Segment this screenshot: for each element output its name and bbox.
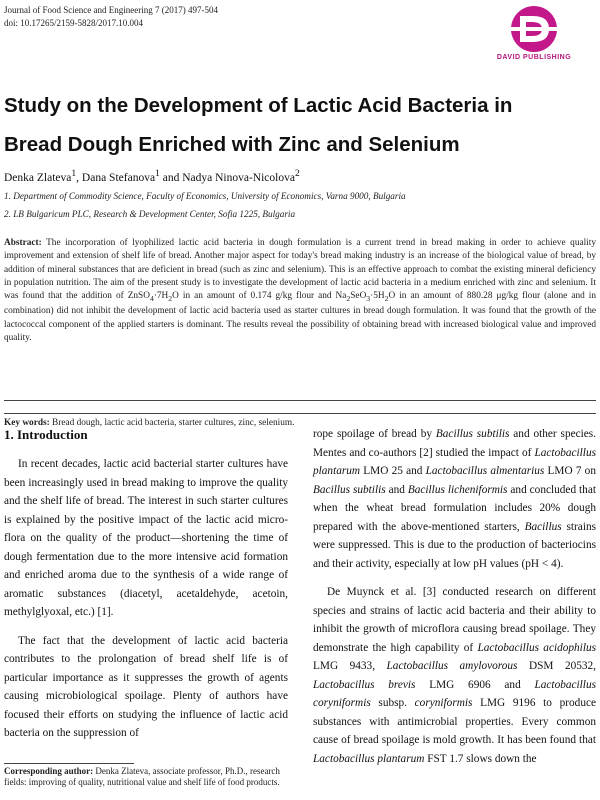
species-name: Bacillus subtilis (313, 483, 386, 496)
abstract-text: The incorporation of lyophilized lactic acid bacteria in dough formulation is a current trend in bread making in order to achieve quality improvement and extension of shelf life of bread. Another major aspect for today's bread making industry is an increase of the biological value of bread, by addition of mineral substances that are deficient in bread (such as zinc and selenium). This is an effective approach to combat the existing mineral deficiency in population nutrition. The aim of the present study is to investigate the development of lactic acid bacteria in a medium enriched with zinc and selenium. It was found that the addition of ZnSO (4, 238, 596, 302)
abstract-text: ·7H (153, 291, 169, 302)
abstract-label: Abstract: (4, 238, 42, 248)
abstract-text: SeO (350, 291, 367, 302)
species-name: Lactobacillus coryniformis (313, 678, 596, 709)
author-separator: , (76, 171, 82, 184)
title-line-1: Study on the Development of Lactic Acid Bacteria in (4, 94, 513, 117)
author-3-affil: 2 (294, 168, 300, 179)
footnote-label: Corresponding author: (4, 766, 94, 776)
species-name: Bacillus licheniformis (407, 483, 508, 496)
species-name: Bacillus subtilis (435, 428, 510, 440)
publisher-logo-icon (473, 4, 595, 54)
subscript: 2 (384, 294, 389, 304)
species-name: coryniformis (414, 697, 473, 709)
right-column (313, 425, 596, 768)
abstract-text: O in an amount of 0.174 g/kg flour and Na (172, 291, 347, 302)
divider (4, 400, 596, 401)
author-separator: and (159, 171, 183, 184)
footnote-text: Denka Zlateva, associate professor, Ph.D., research fields: improving of quality, nutritional value and shelf life of food products. (4, 766, 280, 787)
text: rope spoilage of bread by (313, 428, 436, 440)
title-line-2: Bread Dough Enriched with Zinc and Selenium (4, 133, 460, 156)
text: LMG 6906 and (415, 678, 535, 691)
author-3: Nadya Ninova-Nicolova (182, 171, 295, 184)
footnote-divider (4, 763, 134, 764)
affiliation-1: 1. Department of Commodity Science, Faculty of Economics, University of Economics, Varna 9000, Bulgaria (4, 191, 406, 201)
author-1-affil: 1 (71, 168, 77, 179)
text: LMO 7 on (544, 465, 596, 477)
subscript: 2 (346, 294, 351, 304)
species-name: Lactobacillus almentarius (425, 465, 545, 477)
author-list (4, 168, 300, 184)
publisher-logo (473, 4, 595, 66)
doi: doi: 10.17265/2159-5828/2017.10.004 (4, 18, 143, 28)
abstract (4, 237, 596, 345)
text: LMO 25 and (360, 465, 426, 477)
corresponding-author-note (4, 766, 288, 788)
text: De Muynck et al. [3] conducted research on different species and strains of lactic acid bacteria and their ability to inhibit the growth of microflora causing bread spoilage. They demonstrate the high capability of (313, 586, 596, 654)
text: subsp. (370, 697, 415, 709)
subscript: 2 (168, 294, 173, 304)
journal-citation: Journal of Food Science and Engineering 7 (2017) 497-504 (4, 5, 218, 15)
paragraph (313, 425, 596, 573)
text: and other species. Mentes and co-authors [2] studied the impact of (313, 428, 596, 459)
paragraph (313, 583, 596, 768)
publisher-logo-text: DAVID PUBLISHING (496, 54, 572, 61)
species-name: Bacillus (524, 520, 562, 533)
species-name: Lactobacillus amylovorous (386, 660, 518, 672)
abstract-text: ·5H (370, 291, 385, 302)
divider (4, 413, 596, 414)
text: and (385, 483, 408, 496)
author-2: Dana Stefanova (81, 171, 156, 184)
species-name: Lactobacillus plantarum (313, 446, 596, 477)
species-name: Lactobacillus plantarum (313, 752, 425, 765)
paper-title (4, 86, 596, 164)
species-name: Lactobacillus brevis (313, 678, 416, 691)
author-1: Denka Zlateva (4, 171, 72, 184)
keywords-label: Key words: (4, 418, 50, 428)
text: and concluded that when the wheat bread formulation includes 20% dough prepared with the above-mentioned starters, (313, 483, 596, 533)
section-heading: 1. Introduction (4, 427, 88, 442)
text: LMG 9433, (313, 660, 387, 672)
abstract-text: O in an amount of 880.28 μg/kg flour (alone and in combination) did not inhibit the development of lactic acid bacteria used as starter cultures in bread dough formulation. It was found that the growth of the lactococcal component of the applied starters is dominant. The results reveal the possibility of obtaining bread with increased biological value and improved quality. (4, 291, 596, 343)
text: LMG 9196 to produce substances with antimicrobial properties. Every common cause of bread spoilage is mold growth. It has been found that (313, 697, 596, 746)
text: DSM 20532, (517, 660, 597, 672)
species-name: Lactobacillus acidophilus (477, 641, 597, 654)
text: strains were suppressed. This is due to the production of bacteriocins and their activity, especially at low pH values (pH < 4). (313, 520, 597, 570)
journal-header (4, 4, 218, 30)
keywords-text: Bread dough, lactic acid bacteria, starter cultures, zinc, selenium. (49, 418, 295, 428)
text: FST 1.7 slows down the (424, 752, 537, 765)
left-column (4, 425, 288, 743)
subscript: 3 (366, 294, 371, 304)
author-2-affil: 1 (155, 168, 160, 179)
paragraph: In recent decades, lactic acid bacterial starter cultures have been increasingly used in bread making to improve the quality and the shelf life of bread. The interest in such starter cultures is explained by the positive impact of the lactic acid micro-flora on the quality of the product—shortening the time of dough fermentation due to the more intensive acid formation and enriched aroma due to the synthesis of a wide range of aromatic substances (diacetyl, acetaldehyde, acetoin, methylglyoxal, etc.) [1]. (4, 458, 288, 618)
subscript: 4 (149, 294, 154, 304)
paragraph: The fact that the development of lactic acid bacteria contributes to the prolongation of bread shelf life is of particular importance as it suppresses the growth of agents causing microbiological spoilage. Plenty of authors have focused their efforts on studying the influence of lactic acid bacteria on the suppression of (4, 634, 288, 739)
affiliation-2: 2. LB Bulgaricum PLC, Research & Development Center, Sofia 1225, Bulgaria (4, 209, 296, 219)
